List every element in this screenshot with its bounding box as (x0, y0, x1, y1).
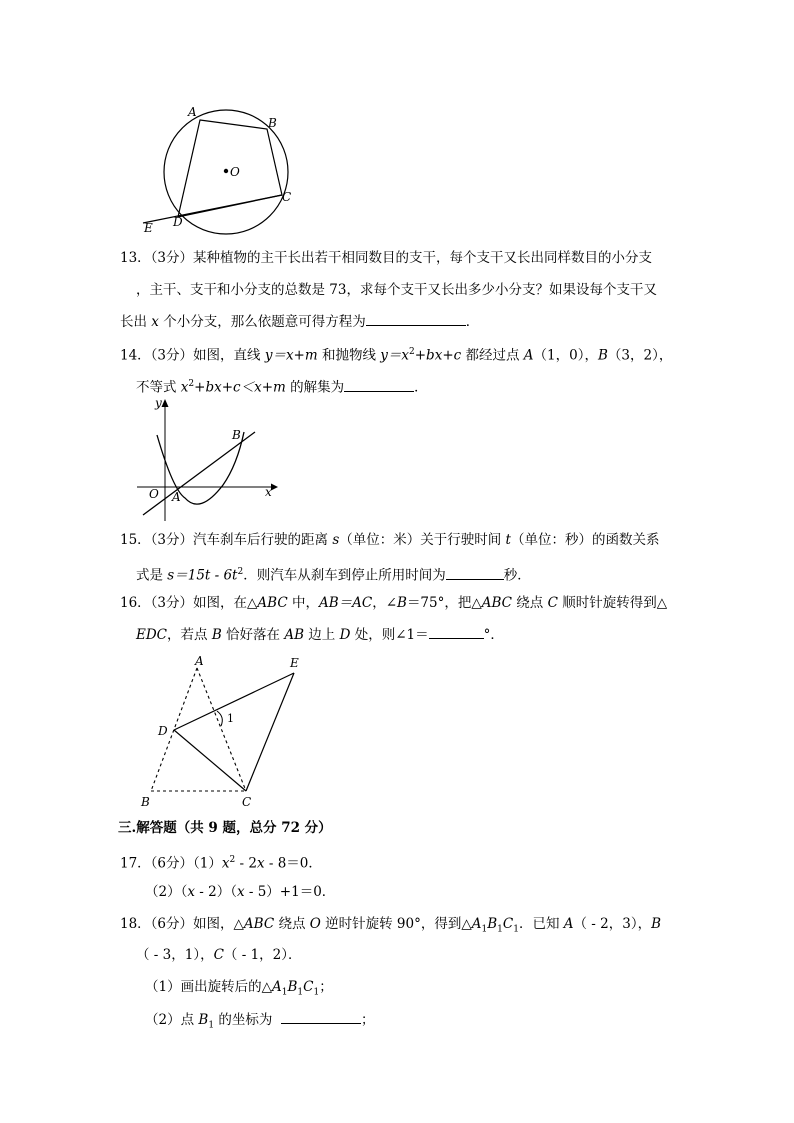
q16-line1 (120, 593, 667, 613)
q17-x2: x (256, 855, 265, 872)
q15-var-t: t (505, 532, 511, 548)
label-d: D (158, 724, 168, 738)
q17-sup: 2 (229, 855, 236, 865)
q13-line3 (120, 311, 479, 332)
label-a: A (172, 490, 181, 504)
q15-answer-blank[interactable] (446, 565, 504, 580)
q18-t12: ； (360, 1012, 375, 1028)
q18-a: A (563, 916, 574, 932)
q18-a1b: A (271, 979, 282, 995)
label-e: E (144, 221, 153, 235)
q14-t4: （1，0）， (533, 347, 598, 364)
q15-line2 (136, 562, 531, 586)
q14-line1 (120, 342, 672, 366)
q18-t8: （1）画出旋转后的△ (145, 979, 272, 995)
rotated-triangle-figure (135, 650, 325, 810)
q13-line2 (136, 280, 657, 300)
q13-text1: 13．（3分）某种植物的主干长出若干相同数目的支干，每个支干又长出同样数目的小分支 (120, 250, 653, 266)
q18-c1: C (502, 916, 514, 932)
q14-ineq-rest: +bx+c＜x+m (194, 379, 286, 396)
q16-b: B (397, 595, 407, 611)
q18-line2 (136, 945, 302, 965)
q15-line1 (120, 530, 659, 550)
q18-t4: ．已知 (518, 916, 564, 932)
q18-o: O (309, 916, 321, 932)
q14-ineq-x: x (180, 379, 189, 396)
q14-t1: 14．（3分）如图，直线 (120, 347, 265, 364)
q13-text3end: ． (465, 314, 480, 330)
q18-sub4: 1 (281, 987, 288, 998)
label-1: 1 (227, 712, 234, 725)
q18-sub6: 1 (313, 987, 320, 998)
label-c: C (242, 795, 252, 809)
q18-c1b: C (303, 979, 314, 995)
center-point-o (224, 169, 228, 173)
q18-t10: （2）点 (145, 1012, 199, 1028)
q16-t11: °． (483, 627, 504, 643)
q13-text3a: 长出 (120, 314, 152, 330)
q16-d: D (339, 627, 351, 643)
q18-a1: A (471, 916, 482, 932)
q16-edc: EDC (136, 627, 168, 643)
q16-t4: ＝75°，把△ (406, 595, 482, 611)
label-b: B (141, 795, 150, 809)
q14-t3: 都经过点 (461, 347, 524, 364)
parabola-line-figure (135, 395, 280, 525)
segment-ac (197, 668, 246, 791)
q14-ineq-sup: 2 (188, 379, 195, 389)
q13-line1 (120, 248, 652, 268)
q18-t7: （ - 1，2）． (223, 947, 302, 963)
label-b: B (232, 428, 241, 442)
q14-t7: 的解集为 (285, 379, 345, 396)
q18-line4 (145, 1009, 374, 1036)
q16-eq: AB＝AC (318, 595, 373, 611)
segment-ec (246, 673, 294, 791)
q14-point-a: A (523, 347, 534, 364)
circle-quadrilateral-figure (135, 100, 305, 240)
q13-answer-blank[interactable] (366, 311, 466, 326)
q13-text3b: 个小分支，那么依题意可得方程为 (158, 314, 366, 330)
q18-t1: 18．（6分）如图，△ (120, 916, 244, 932)
q14-t5: （3，2）， (607, 347, 673, 364)
label-a: A (195, 654, 204, 668)
label-c: C (282, 190, 292, 204)
q18-line1 (120, 914, 661, 940)
q17-t6: - 5）+1＝0． (244, 884, 336, 900)
q18-c: C (213, 947, 224, 963)
q18-abc: ABC (243, 916, 275, 932)
label-e: E (290, 656, 299, 670)
line-ec (143, 195, 282, 223)
q16-line2 (136, 624, 504, 645)
q14-parabola-eq-b: +bx+c (414, 347, 462, 364)
q17-x4: x (236, 884, 245, 900)
label-a: A (188, 105, 197, 119)
q18-t11: 的坐标为 (214, 1012, 273, 1028)
label-x: x (265, 485, 272, 499)
q16-ab: AB (284, 627, 304, 643)
q16-b2: B (211, 627, 222, 643)
q15-t3: （单位：秒）的函数关系 (510, 532, 660, 548)
y-axis-arrow (162, 399, 169, 407)
q15-t5: ．则汽车从刹车到停止所用时间为 (243, 567, 446, 584)
segment-dc (174, 730, 246, 791)
q14-sup: 2 (409, 347, 415, 357)
q16-t5: 绕点 (512, 595, 548, 611)
q15-equation: s＝15t - 6t (167, 567, 238, 584)
label-d: D (173, 215, 183, 229)
q15-t1: 15．（3分）汽车刹车后行驶的距离 (120, 532, 333, 548)
section-3-title: 三.解答题（共 9 题，总分 72 分） (118, 820, 332, 836)
q16-abc2: ABC (481, 595, 512, 611)
q17-t2: - 2 (235, 855, 257, 872)
q13-var-x: x (151, 314, 159, 330)
q15-sup: 2 (237, 567, 244, 577)
q16-abc: ABC (257, 595, 288, 611)
q14-t6: 不等式 (136, 379, 181, 396)
q18-sub5: 1 (297, 987, 304, 998)
q16-t7: ，若点 (167, 627, 212, 643)
q14-parabola-eq-a: y＝x (380, 347, 410, 364)
q14-line-eq: y＝x+m (264, 347, 318, 364)
q18-t3: 逆时针旋转 90°，得到△ (320, 916, 472, 932)
q15-t6: 秒． (503, 567, 531, 584)
q18-b1: B (487, 916, 498, 932)
q18-t6: （ - 3，1）， (136, 947, 214, 963)
q16-t6: 顺时针旋转得到△ (557, 595, 668, 611)
label-o: O (230, 165, 240, 179)
q14-point-b: B (597, 347, 608, 364)
q17-t5: - 2）（ (194, 884, 237, 900)
q14-t2: 和抛物线 (317, 347, 381, 364)
q16-t10: 处，则∠1＝ (350, 627, 429, 643)
q17-t3: - 8＝0． (264, 855, 322, 872)
q18-b1b: B (287, 979, 298, 995)
q16-c: C (547, 595, 558, 611)
q14-line2 (136, 374, 428, 398)
q16-t8: 恰好落在 (221, 627, 285, 643)
q17-line1 (120, 850, 322, 874)
q18-sub2: 1 (497, 924, 503, 935)
q14-t8: ． (414, 379, 428, 396)
q13-text2: ，主干、支干和小分支的总数是 73，求每个支干又长出多少小分支？如果设每个支干又 (136, 282, 657, 298)
q14-answer-blank[interactable] (344, 377, 414, 392)
q15-t4: 式是 (136, 567, 168, 584)
section-3-heading (118, 818, 332, 838)
q15-var-s: s (332, 532, 340, 548)
label-o: O (149, 487, 159, 501)
parabola-curve (157, 432, 244, 504)
q17-x: x (221, 855, 230, 872)
q18-answer-blank[interactable] (281, 1009, 361, 1024)
q16-t2: 中， (287, 595, 319, 611)
q18-b: B (651, 916, 661, 932)
q18-sub1: 1 (481, 924, 488, 935)
q16-t3: ，∠ (372, 595, 398, 611)
x-axis-arrow (271, 484, 278, 491)
q18-line3 (145, 977, 333, 1003)
q18-t2: 绕点 (274, 916, 310, 932)
q18-sub7: 1 (208, 1020, 215, 1031)
q17-x3: x (187, 884, 195, 900)
label-y: y (155, 396, 162, 410)
q18-t5: （ - 2，3）， (573, 916, 652, 932)
q16-answer-blank[interactable] (429, 624, 484, 639)
q17-t4: （2）（ (145, 884, 188, 900)
q17-t1: 17．（6分）（1） (120, 855, 222, 872)
label-b: B (268, 116, 277, 130)
q18-sub3: 1 (513, 924, 519, 935)
q15-t2: （单位：米）关于行驶时间 (339, 532, 506, 548)
q16-t1: 16．（3分）如图，在△ (120, 595, 258, 611)
q16-t9: 边上 (304, 627, 340, 643)
q17-line2 (145, 882, 335, 902)
q18-b1c: B (198, 1012, 209, 1028)
q18-t9: ； (319, 979, 333, 995)
